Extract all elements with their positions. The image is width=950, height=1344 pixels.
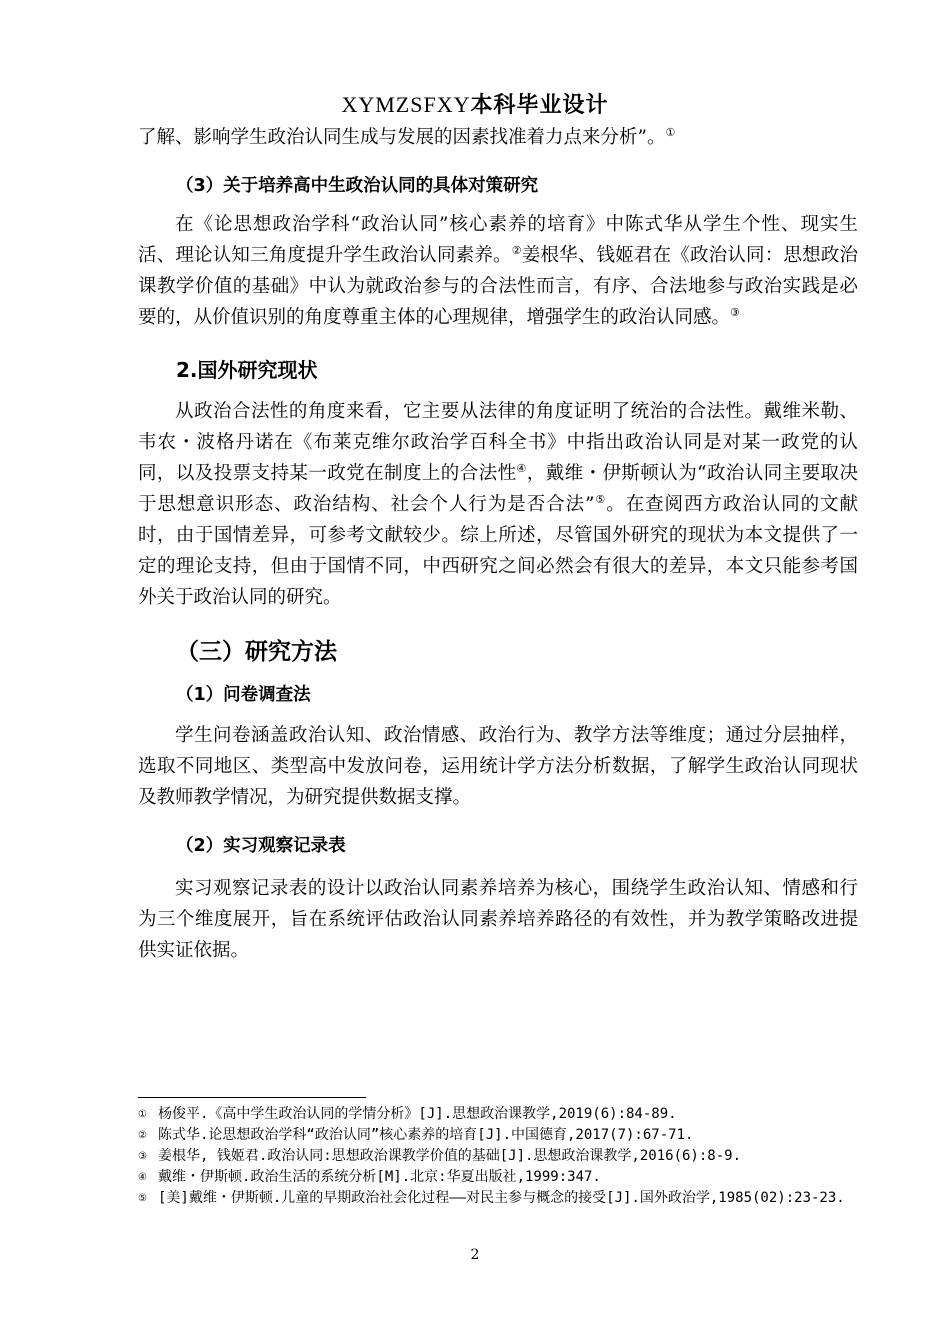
- footnote-separator: [138, 1097, 366, 1098]
- footnote-item: [138, 1146, 858, 1167]
- footnotes: [138, 1104, 858, 1209]
- footnote-text: 陈式华.论思想政治学科“政治认同”核心素养的培育[J].中国德育,2017(7):67-71.: [158, 1127, 694, 1143]
- paragraph-text: 姜根华、钱姬君在《政治认同：思想政治课教学价值的基础》中认为就政治参与的合法性而言，有序、合法地参与政治实践是必要的，从价值识别的角度尊重主体的心理规律，增强学生的政治认同感。: [138, 245, 858, 328]
- footnote-item: [138, 1188, 858, 1209]
- footnote-ref[interactable]: ④: [516, 462, 527, 475]
- footnote-text: 姜根华, 钱姬君.政治认同:思想政治课教学价值的基础[J].思想政治课教学,2016(6):8-9.: [158, 1148, 742, 1164]
- paragraph-text: 。在查阅西方政治认同的文献时，由于国情差异，可参考文献较少。综上所述，尽管国外研究的现状为本文提供了一定的理论支持，但由于国情不同，中西研究之间必然会有很大的差异，本文只能参考国外关于政治认同的研究。: [138, 494, 858, 608]
- paragraph-domestic-strategies: [138, 209, 858, 333]
- subheading-observation: （2）实习观察记录表: [176, 836, 346, 856]
- header-title: 本科毕业设计: [470, 93, 609, 118]
- section-heading-methods: （三）研究方法: [176, 639, 337, 665]
- footnote-ref[interactable]: ②: [511, 244, 522, 257]
- footnote-ref[interactable]: ③: [730, 306, 740, 319]
- footnote-mark: ②: [138, 1130, 147, 1141]
- footnote-ref[interactable]: ①: [665, 126, 676, 139]
- header-code: XYMZSFXY: [341, 92, 471, 117]
- footnote-mark: ④: [138, 1172, 147, 1183]
- footnote-text: 戴维・伊斯顿.政治生活的系统分析[M].北京:华夏出版社,1999:347.: [158, 1169, 601, 1185]
- footnote-text: [美]戴维・伊斯顿.儿童的早期政治社会化过程——对民主参与概念的接受[J].国外政治学,1985(02):23-23.: [158, 1190, 845, 1206]
- footnote-mark: ③: [138, 1151, 147, 1162]
- paragraph-text: 从政治合法性的角度来看，它主要从法律的角度证明了统治的合法性。戴维米勒、韦农・波格丹诺在《布莱克维尔政治学百科全书》中指出政治认同是对某一政党的认同，以及投票支持某一政党在制度上的合法性: [138, 401, 858, 484]
- footnote-text: 杨俊平.《高中学生政治认同的学情分析》[J].思想政治课教学,2019(6):84-89.: [158, 1106, 677, 1122]
- paragraph-text: 在《论思想政治学科“政治认同”核心素养的培育》中陈式华从学生个性、现实生活、理论认知三角度提升学生政治认同素养。: [138, 214, 858, 266]
- footnote-item: [138, 1125, 858, 1146]
- paragraph-observation: 实习观察记录表的设计以政治认同素养培养为核心，围绕学生政治认知、情感和行为三个维度展开，旨在系统评估政治认同素养培养路径的有效性，并为教学策略改进提供实证依据。: [138, 878, 858, 961]
- subheading-strategies: （3）关于培养高中生政治认同的具体对策研究: [176, 176, 539, 196]
- footnote-item: [138, 1167, 858, 1188]
- page-header: [0, 88, 950, 119]
- subheading-questionnaire: （1）问卷调查法: [176, 685, 311, 705]
- footnote-mark: ①: [138, 1109, 147, 1120]
- paragraph-text: 了解、影响学生政治认同生成与发展的因素找准着力点来分析”。: [138, 127, 666, 148]
- paragraph-questionnaire: 学生问卷涵盖政治认知、政治情感、政治行为、教学方法等维度；通过分层抽样，选取不同地区、类型高中发放问卷，运用统计学方法分析数据，了解学生政治认同现状及教师教学情况，为研究提供数据支撑。: [138, 725, 858, 808]
- paragraph-continuation: [138, 122, 858, 153]
- page-number: 2: [470, 1247, 480, 1263]
- footnote-mark: ⑤: [138, 1193, 147, 1204]
- footnote-ref[interactable]: ⑤: [594, 493, 607, 506]
- paragraph-foreign-research: [138, 396, 858, 613]
- footnote-item: [138, 1104, 858, 1125]
- section-heading-foreign-research: 2.国外研究现状: [176, 358, 318, 382]
- paragraph-text: ，戴维・伊斯顿认为“政治认同主要取决于思想意识形态、政治结构、社会个人行为是否合法”: [138, 463, 858, 515]
